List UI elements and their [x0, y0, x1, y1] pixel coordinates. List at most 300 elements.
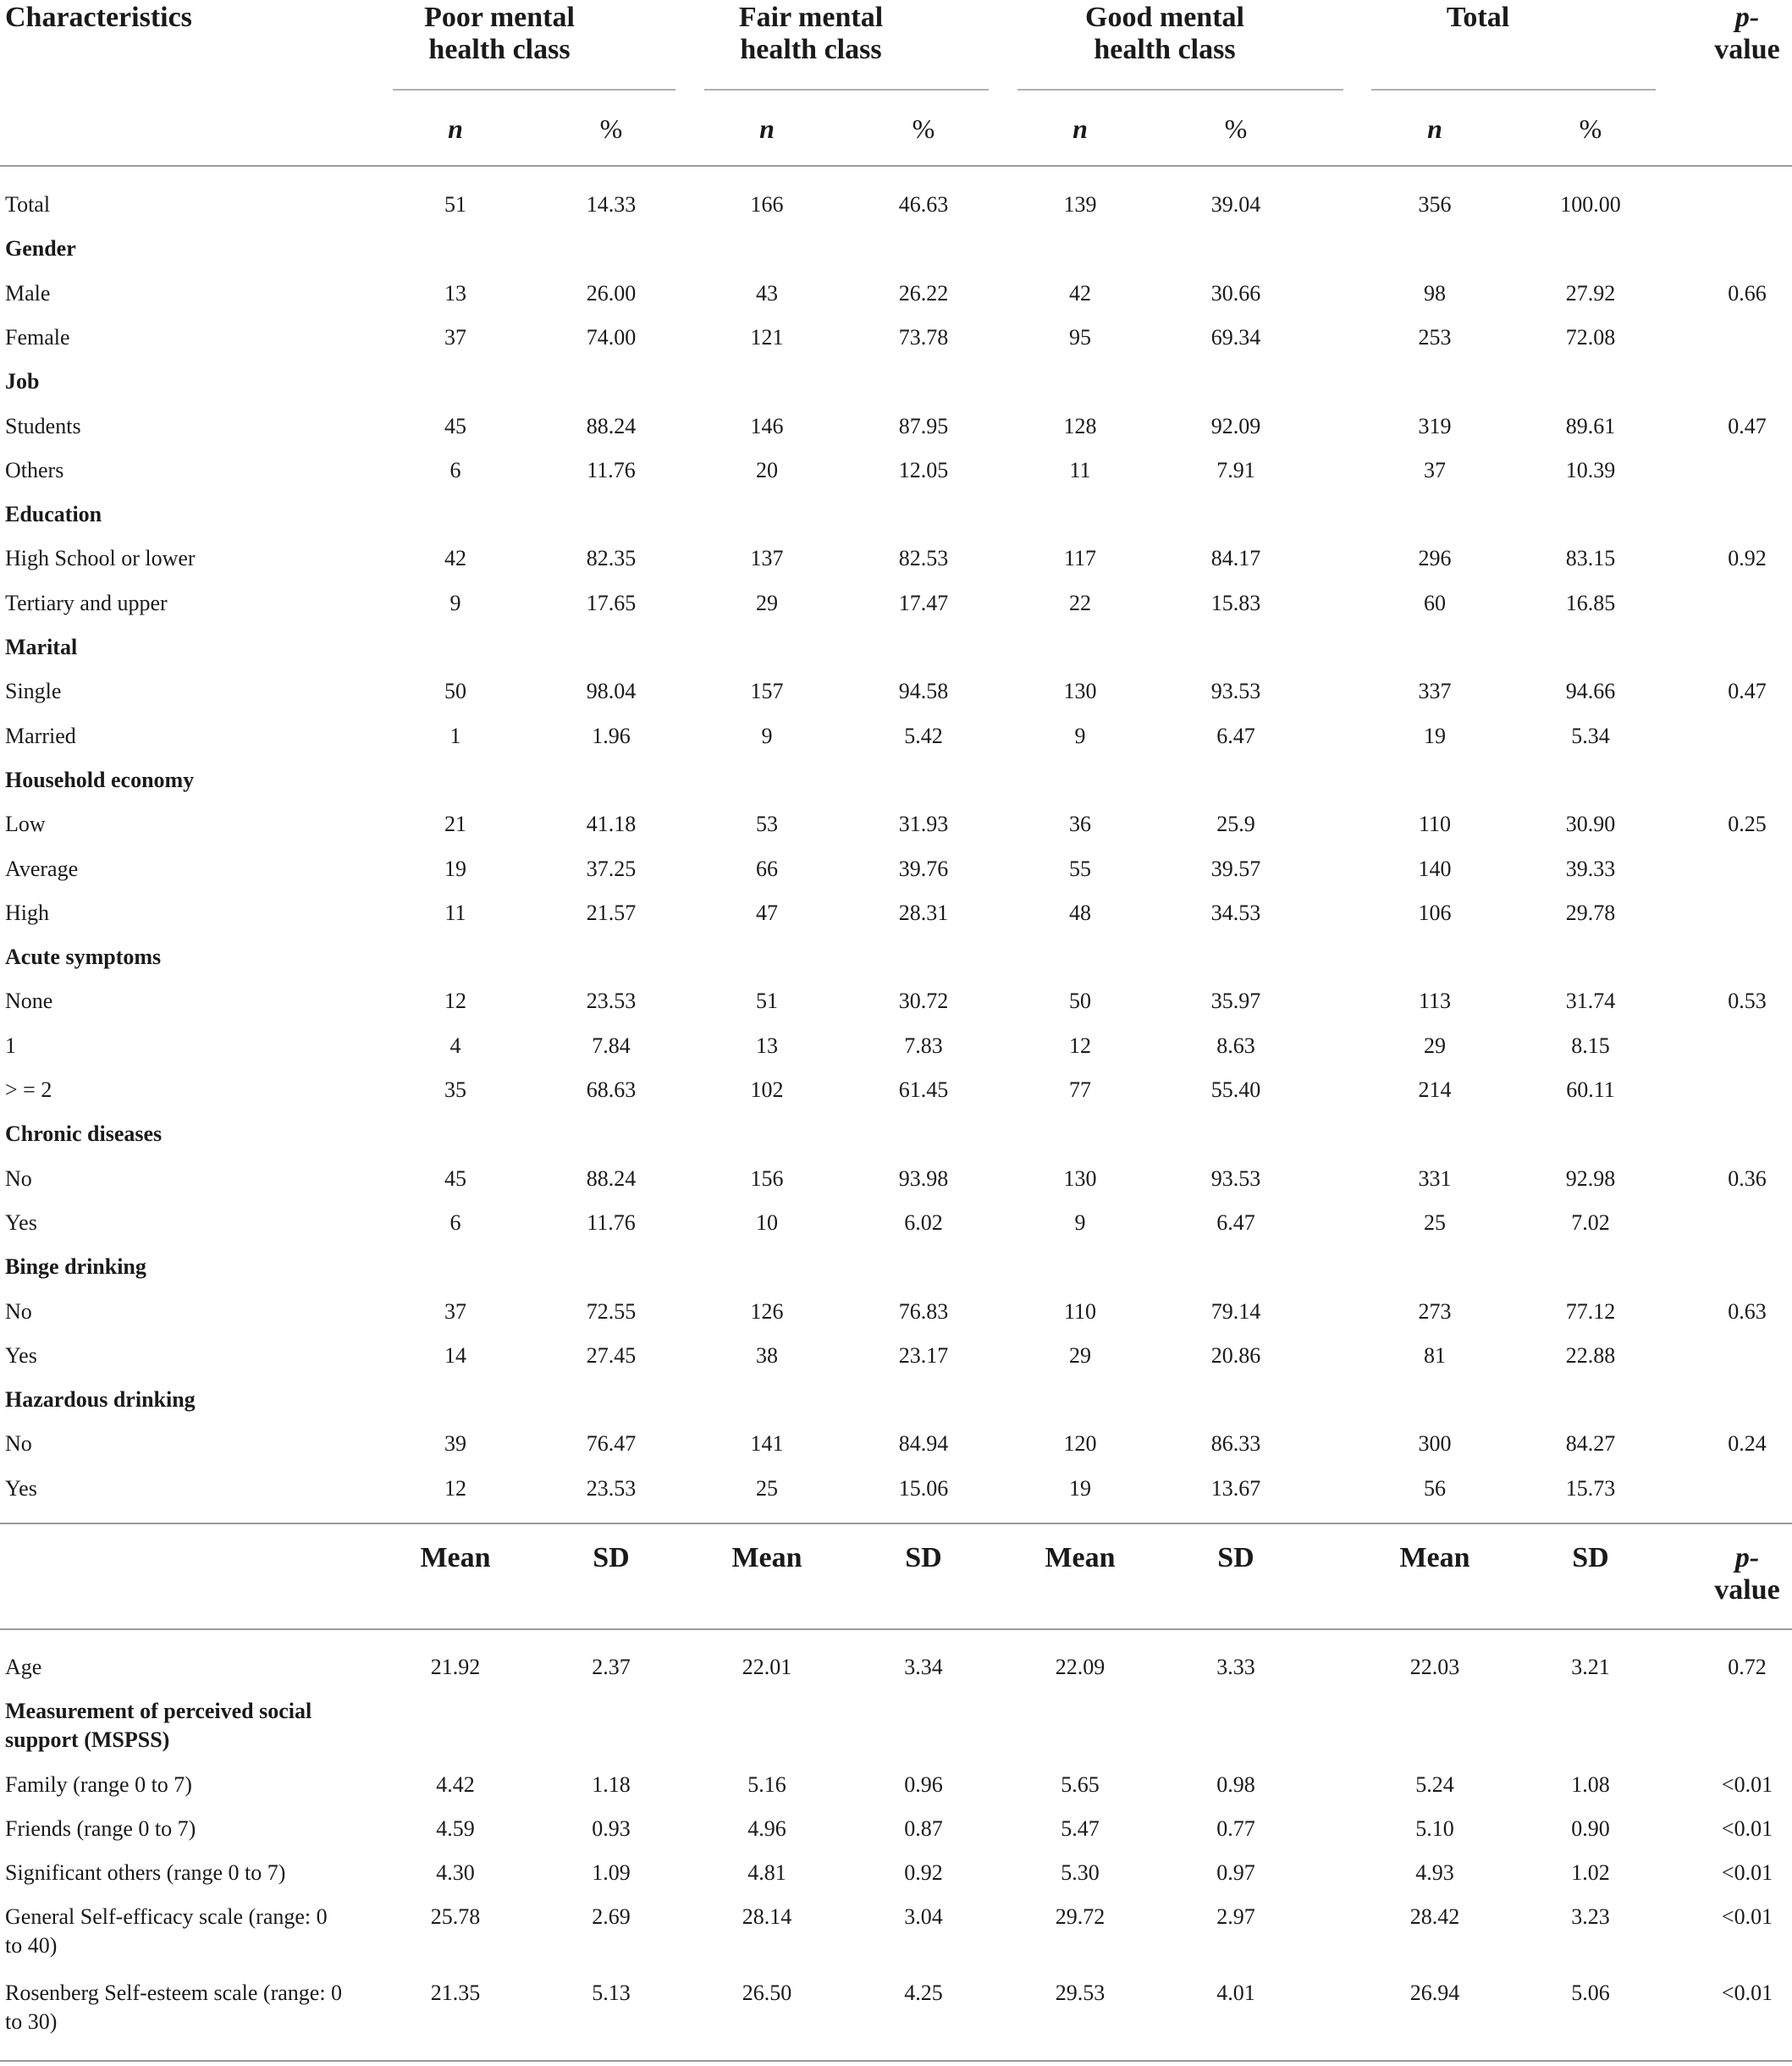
cell-percent: 84.27	[1565, 1431, 1616, 1456]
cell-percent: 23.53	[586, 989, 637, 1013]
subheader-mean: Mean	[420, 1542, 491, 1573]
subheader-sd: SD	[905, 1542, 942, 1573]
cell-n: 110	[1418, 812, 1452, 836]
cell-percent: 92.98	[1565, 1166, 1616, 1191]
cell-n: 37	[444, 325, 466, 350]
cell-sd: 3.34	[904, 1655, 943, 1679]
row-label: Total	[5, 192, 51, 217]
subheader-n: n	[448, 113, 463, 144]
cell-percent: 89.61	[1565, 414, 1616, 438]
cell-percent: 6.47	[1216, 1210, 1255, 1235]
cell-pvalue: 0.47	[1728, 414, 1767, 438]
cell-n: 300	[1418, 1431, 1452, 1456]
cell-percent: 22.88	[1565, 1343, 1616, 1368]
cell-percent: 5.34	[1571, 724, 1610, 748]
subheader-mean: Mean	[731, 1542, 802, 1573]
cell-n: 110	[1063, 1299, 1097, 1324]
cell-n: 81	[1424, 1343, 1446, 1368]
cell-percent: 93.53	[1210, 679, 1261, 703]
cell-percent: 79.14	[1210, 1299, 1261, 1324]
row-label: Students	[5, 414, 81, 438]
row-label: Yes	[5, 1476, 37, 1501]
cell-percent: 68.63	[586, 1077, 637, 1102]
cell-sd: 0.93	[592, 1816, 631, 1841]
cell-mean: 25.78	[430, 1904, 481, 1929]
cell-percent: 84.94	[898, 1431, 949, 1456]
cell-percent: 26.00	[586, 281, 637, 306]
header-group-good: Good mental health class	[1085, 2, 1244, 65]
cell-percent: 93.98	[898, 1166, 949, 1191]
cell-percent: 86.33	[1210, 1431, 1261, 1456]
cell-n: 1	[449, 724, 461, 748]
cell-n: 55	[1069, 857, 1091, 881]
cell-mean: 21.35	[430, 1981, 481, 2005]
cell-percent: 15.06	[898, 1476, 949, 1501]
cell-percent: 23.53	[586, 1476, 637, 1501]
cell-mean: 4.81	[747, 1860, 786, 1885]
cell-percent: 11.76	[587, 458, 636, 482]
section-heading: Gender	[5, 236, 76, 261]
cell-percent: 94.58	[898, 679, 949, 703]
cell-pvalue: 0.92	[1728, 546, 1767, 570]
header-group-total: Total	[1446, 2, 1510, 33]
cell-percent: 87.95	[898, 414, 949, 438]
subheader-percent: %	[1579, 113, 1602, 144]
cell-n: 11	[1069, 458, 1091, 482]
subheader-sd: SD	[1572, 1542, 1609, 1573]
cell-percent: 30.66	[1210, 281, 1261, 306]
header-characteristics: Characteristics	[5, 2, 192, 33]
row-label: Others	[5, 458, 64, 482]
cell-mean: 29.72	[1055, 1904, 1106, 1929]
cell-n: 95	[1069, 325, 1091, 350]
section-heading: Chronic diseases	[5, 1121, 163, 1146]
cell-percent: 5.42	[904, 724, 943, 748]
cell-sd: 1.18	[592, 1772, 631, 1797]
cell-mean: 22.01	[742, 1655, 792, 1679]
cell-sd: 0.98	[1216, 1772, 1255, 1797]
cell-percent: 15.83	[1210, 591, 1261, 615]
row-label: High	[5, 901, 49, 925]
cell-sd: 2.69	[592, 1904, 631, 1929]
cell-percent: 13.67	[1210, 1476, 1261, 1501]
header-pvalue: p- value	[1714, 2, 1780, 65]
cell-mean: 26.94	[1409, 1981, 1460, 2005]
cell-n: 51	[444, 192, 466, 217]
cell-n: 12	[1069, 1033, 1091, 1058]
cell-sd: 2.37	[592, 1655, 631, 1679]
cell-percent: 69.34	[1210, 325, 1261, 350]
cell-percent: 20.86	[1210, 1343, 1261, 1368]
subheader-n: n	[1072, 113, 1088, 144]
cell-percent: 7.91	[1216, 458, 1255, 482]
cell-percent: 27.45	[586, 1343, 637, 1368]
cell-percent: 82.53	[898, 546, 949, 570]
cell-n: 19	[1424, 724, 1446, 748]
section-heading: Acute symptoms	[5, 945, 162, 969]
cell-percent: 30.72	[898, 989, 949, 1013]
row-label: No	[5, 1166, 32, 1191]
cell-n: 331	[1418, 1166, 1452, 1191]
row-label: > = 2	[5, 1077, 52, 1102]
subheader-percent: %	[1224, 113, 1248, 144]
cell-percent: 29.78	[1565, 901, 1616, 925]
cell-pvalue: 0.24	[1728, 1431, 1767, 1456]
cell-n: 156	[750, 1166, 784, 1191]
cell-n: 9	[1074, 724, 1086, 748]
subheader-percent: %	[912, 113, 935, 144]
cell-n: 130	[1063, 1166, 1097, 1191]
cell-pvalue: <0.01	[1721, 1816, 1773, 1841]
cell-n: 50	[444, 679, 466, 703]
cell-n: 25	[1424, 1210, 1446, 1235]
cell-n: 47	[756, 901, 778, 925]
section-heading: Education	[5, 502, 102, 526]
cell-n: 253	[1418, 325, 1452, 350]
cell-percent: 6.02	[904, 1210, 943, 1235]
cell-n: 37	[444, 1299, 466, 1324]
row-label: 1	[5, 1033, 16, 1058]
section-heading: Job	[5, 369, 40, 394]
cell-percent: 77.12	[1565, 1299, 1616, 1324]
cell-percent: 72.55	[586, 1299, 637, 1324]
section-heading: Household economy	[5, 768, 195, 792]
cell-n: 337	[1418, 679, 1452, 703]
cell-n: 128	[1063, 414, 1097, 438]
cell-n: 35	[444, 1077, 466, 1102]
cell-n: 36	[1069, 812, 1091, 836]
cell-percent: 8.63	[1216, 1033, 1255, 1058]
cell-n: 19	[1069, 1476, 1091, 1501]
cell-n: 13	[756, 1033, 778, 1058]
cell-percent: 93.53	[1210, 1166, 1261, 1191]
cell-pvalue: 0.72	[1728, 1655, 1767, 1679]
row-label: No	[5, 1299, 32, 1324]
cell-mean: 4.96	[747, 1816, 786, 1841]
subheader-n: n	[1427, 113, 1442, 144]
cell-n: 14	[444, 1343, 466, 1368]
cell-pvalue: 0.53	[1728, 989, 1767, 1013]
group-underline	[393, 89, 675, 91]
cell-sd: 0.77	[1216, 1816, 1255, 1841]
cell-percent: 76.83	[898, 1299, 949, 1324]
cell-percent: 35.97	[1210, 989, 1261, 1013]
cell-percent: 73.78	[898, 325, 949, 350]
cell-mean: 4.59	[436, 1816, 475, 1841]
cell-pvalue: 0.47	[1728, 679, 1767, 703]
cell-n: 29	[756, 591, 778, 615]
cell-n: 106	[1418, 901, 1452, 925]
cell-n: 42	[1069, 281, 1091, 306]
cell-n: 139	[1063, 192, 1097, 217]
section-heading: Marital	[5, 635, 78, 659]
cell-sd: 0.90	[1571, 1816, 1610, 1841]
cell-percent: 100.00	[1560, 192, 1621, 217]
cell-mean: 29.53	[1055, 1981, 1106, 2005]
subheader-mean: Mean	[1399, 1542, 1470, 1573]
cell-percent: 17.47	[898, 591, 949, 615]
row-label: Rosenberg Self-esteem scale (range: 0 to 30)	[5, 1981, 343, 2034]
cell-percent: 7.02	[1571, 1210, 1610, 1235]
cell-mean: 5.24	[1415, 1772, 1454, 1797]
cell-n: 20	[756, 458, 778, 482]
header-rule	[0, 1628, 1792, 1630]
cell-n: 50	[1069, 989, 1091, 1013]
cell-percent: 8.15	[1571, 1033, 1610, 1058]
cell-n: 45	[444, 1166, 466, 1191]
group-underline	[704, 89, 989, 91]
cell-mean: 5.65	[1061, 1772, 1100, 1797]
cell-n: 9	[761, 724, 773, 748]
cell-n: 117	[1063, 546, 1097, 570]
group-underline	[1371, 89, 1656, 91]
cell-percent: 39.57	[1210, 857, 1261, 881]
cell-percent: 88.24	[586, 414, 637, 438]
cell-pvalue: 0.36	[1728, 1166, 1767, 1191]
row-label: Yes	[5, 1210, 37, 1235]
cell-percent: 23.17	[898, 1343, 949, 1368]
cell-n: 21	[444, 812, 466, 836]
cell-percent: 84.17	[1210, 546, 1261, 570]
cell-n: 11	[444, 901, 466, 925]
cell-n: 126	[750, 1299, 784, 1324]
cell-n: 51	[756, 989, 778, 1013]
cell-pvalue: <0.01	[1721, 1772, 1773, 1797]
cell-mean: 26.50	[742, 1981, 792, 2005]
cell-n: 53	[756, 812, 778, 836]
cell-percent: 25.9	[1216, 812, 1255, 836]
cell-percent: 39.76	[898, 857, 949, 881]
cell-percent: 7.83	[904, 1033, 943, 1058]
cell-n: 113	[1418, 989, 1452, 1013]
cell-n: 19	[444, 857, 466, 881]
cell-percent: 83.15	[1565, 546, 1616, 570]
cell-mean: 4.42	[436, 1772, 475, 1797]
cell-pvalue: 0.66	[1728, 281, 1767, 306]
cell-n: 140	[1418, 857, 1452, 881]
cell-sd: 4.25	[904, 1981, 943, 2005]
row-label: Tertiary and upper	[5, 591, 168, 615]
cell-percent: 14.33	[586, 192, 637, 217]
cell-n: 39	[444, 1431, 466, 1456]
cell-percent: 27.92	[1565, 281, 1616, 306]
cell-percent: 60.11	[1566, 1077, 1615, 1102]
cell-percent: 17.65	[586, 591, 637, 615]
header-rule	[0, 165, 1792, 167]
cell-percent: 7.84	[592, 1033, 631, 1058]
cell-percent: 31.74	[1565, 989, 1616, 1013]
cell-sd: 5.13	[592, 1981, 631, 2005]
row-label: Low	[5, 812, 46, 836]
cell-n: 43	[756, 281, 778, 306]
cell-n: 296	[1418, 546, 1452, 570]
cell-n: 12	[444, 1476, 466, 1501]
cell-sd: 2.97	[1216, 1904, 1255, 1929]
row-label: High School or lower	[5, 546, 196, 570]
header-group-poor: Poor mental health class	[424, 2, 575, 65]
subheader-pvalue-line2: value	[1714, 1574, 1780, 1606]
cell-n: 25	[756, 1476, 778, 1501]
cell-percent: 26.22	[898, 281, 949, 306]
row-label: Married	[5, 724, 76, 748]
cell-n: 130	[1063, 679, 1097, 703]
cell-n: 38	[756, 1343, 778, 1368]
cell-percent: 98.04	[586, 679, 637, 703]
cell-percent: 12.05	[898, 458, 949, 482]
group-underline	[1017, 89, 1343, 91]
cell-percent: 6.47	[1216, 724, 1255, 748]
cell-n: 9	[449, 591, 461, 615]
cell-percent: 31.93	[898, 812, 949, 836]
cell-percent: 46.63	[898, 192, 949, 217]
cell-percent: 76.47	[586, 1431, 637, 1456]
subheader-n: n	[759, 113, 775, 144]
row-label: No	[5, 1431, 32, 1456]
cell-n: 157	[750, 679, 784, 703]
cell-pvalue: <0.01	[1721, 1904, 1773, 1929]
cell-n: 66	[756, 857, 778, 881]
cell-n: 9	[1074, 1210, 1086, 1235]
row-label: Yes	[5, 1343, 37, 1368]
cell-sd: 3.33	[1216, 1655, 1255, 1679]
cell-n: 146	[750, 414, 784, 438]
cell-n: 121	[750, 325, 784, 350]
subheader-mean: Mean	[1045, 1542, 1116, 1573]
cell-sd: 0.87	[904, 1816, 943, 1841]
cell-n: 12	[444, 989, 466, 1013]
cell-n: 29	[1424, 1033, 1446, 1058]
cell-percent: 72.08	[1565, 325, 1616, 350]
cell-percent: 34.53	[1210, 901, 1261, 925]
row-label: Family (range 0 to 7)	[5, 1772, 192, 1797]
cell-n: 137	[750, 546, 784, 570]
row-label: Friends (range 0 to 7)	[5, 1816, 196, 1841]
subheader-sd: SD	[593, 1542, 630, 1573]
cell-n: 10	[756, 1210, 778, 1235]
section-rule	[0, 1523, 1792, 1524]
cell-percent: 28.31	[898, 901, 949, 925]
cell-percent: 88.24	[586, 1166, 637, 1191]
cell-mean: 5.16	[747, 1772, 786, 1797]
cell-pvalue: <0.01	[1721, 1981, 1773, 2005]
cell-mean: 5.47	[1061, 1816, 1100, 1841]
cell-n: 45	[444, 414, 466, 438]
bottom-rule	[0, 2060, 1792, 2062]
cell-n: 141	[750, 1431, 784, 1456]
cell-mean: 5.10	[1415, 1816, 1454, 1841]
row-label: Female	[5, 325, 70, 350]
cell-mean: 22.03	[1409, 1655, 1460, 1679]
subheader-sd: SD	[1217, 1542, 1254, 1573]
cell-n: 4	[449, 1033, 461, 1058]
cell-percent: 21.57	[586, 901, 637, 925]
cell-mean: 5.30	[1061, 1860, 1100, 1885]
cell-percent: 37.25	[586, 857, 637, 881]
cell-n: 214	[1418, 1077, 1452, 1102]
cell-n: 37	[1424, 458, 1446, 482]
cell-mean: 4.30	[436, 1860, 475, 1885]
row-label: Age	[5, 1655, 42, 1679]
cell-percent: 11.76	[587, 1210, 636, 1235]
cell-percent: 10.39	[1565, 458, 1616, 482]
cell-percent: 61.45	[898, 1077, 949, 1102]
cell-sd: 3.04	[904, 1904, 943, 1929]
cell-sd: 3.21	[1571, 1655, 1610, 1679]
subheader-percent: %	[599, 113, 623, 144]
cell-mean: 4.93	[1415, 1860, 1454, 1885]
cell-sd: 1.09	[592, 1860, 631, 1885]
row-label: None	[5, 989, 53, 1013]
cell-sd: 5.06	[1571, 1981, 1610, 2005]
cell-pvalue: <0.01	[1721, 1860, 1773, 1885]
cell-sd: 0.96	[904, 1772, 943, 1797]
row-label: General Self-efficacy scale (range: 0 to 40)	[5, 1904, 328, 1958]
row-label: Male	[5, 281, 51, 306]
cell-n: 98	[1424, 281, 1446, 306]
cell-mean: 21.92	[430, 1655, 481, 1679]
cell-sd: 0.92	[904, 1860, 943, 1885]
cell-n: 120	[1063, 1431, 1097, 1456]
header-group-fair: Fair mental health class	[738, 2, 884, 65]
cell-n: 6	[449, 1210, 461, 1235]
cell-sd: 0.97	[1216, 1860, 1255, 1885]
cell-n: 22	[1069, 591, 1091, 615]
cell-pvalue: 0.25	[1728, 812, 1767, 836]
cell-n: 13	[444, 281, 466, 306]
cell-percent: 92.09	[1210, 414, 1261, 438]
cell-n: 319	[1418, 414, 1452, 438]
cell-mean: 22.09	[1055, 1655, 1106, 1679]
section-heading: Binge drinking	[5, 1254, 146, 1279]
cell-mean: 28.42	[1409, 1904, 1460, 1929]
cell-sd: 1.02	[1571, 1860, 1610, 1885]
cell-percent: 16.85	[1565, 591, 1616, 615]
cell-n: 77	[1069, 1077, 1091, 1102]
cell-n: 6	[449, 458, 461, 482]
cell-n: 166	[750, 192, 784, 217]
cell-percent: 39.04	[1210, 192, 1261, 217]
cell-n: 29	[1069, 1343, 1091, 1368]
row-label: Average	[5, 857, 79, 881]
cell-percent: 82.35	[586, 546, 637, 570]
cell-percent: 1.96	[592, 724, 631, 748]
cell-n: 56	[1424, 1476, 1446, 1501]
cell-n: 273	[1418, 1299, 1452, 1324]
cell-percent: 74.00	[586, 325, 637, 350]
cell-percent: 30.90	[1565, 812, 1616, 836]
cell-percent: 39.33	[1565, 857, 1616, 881]
row-label: Single	[5, 679, 62, 703]
cell-sd: 1.08	[1571, 1772, 1610, 1797]
cell-n: 60	[1424, 591, 1446, 615]
cell-percent: 94.66	[1565, 679, 1616, 703]
row-label: Significant others (range 0 to 7)	[5, 1860, 286, 1885]
cell-percent: 41.18	[586, 812, 637, 836]
cell-percent: 15.73	[1565, 1476, 1616, 1501]
cell-sd: 3.23	[1571, 1904, 1610, 1929]
cell-mean: 28.14	[742, 1904, 792, 1929]
cell-n: 102	[750, 1077, 784, 1102]
cell-n: 42	[444, 546, 466, 570]
subheader-pvalue-line1: p-	[1734, 1542, 1760, 1573]
cell-sd: 4.01	[1216, 1981, 1255, 2005]
cell-n: 356	[1418, 192, 1452, 217]
section-heading: Hazardous drinking	[5, 1387, 196, 1412]
cell-pvalue: 0.63	[1728, 1299, 1767, 1324]
cell-percent: 55.40	[1210, 1077, 1261, 1102]
section-heading: Measurement of perceived social support (MSPSS)	[5, 1699, 312, 1752]
cell-n: 48	[1069, 901, 1091, 925]
